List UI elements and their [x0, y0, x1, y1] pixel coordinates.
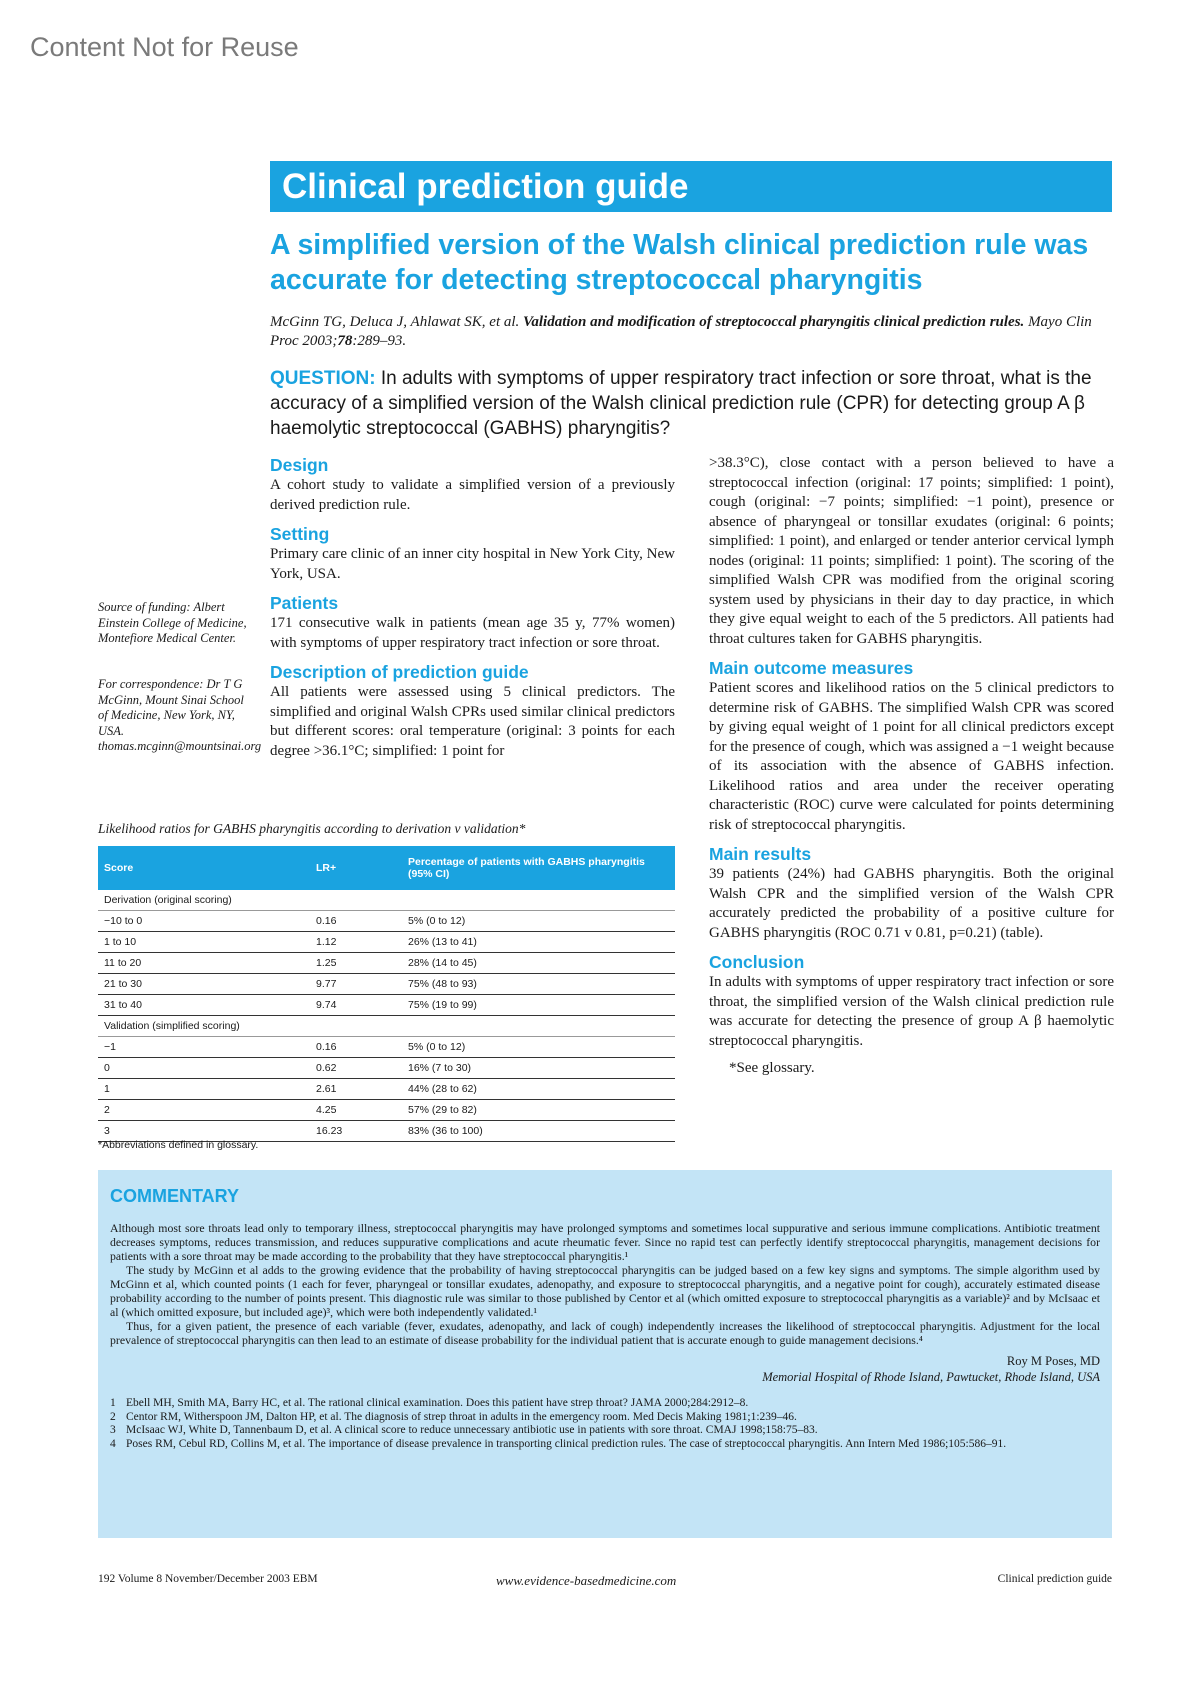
outcome-text: Patient scores and likelihood ratios on the 5 clinical predictors to determine risk of GABHS. The simplified Walsh CPR was scored by giving equal weight of 1 point for all clinical predictors except for the presence of cough, which was assigned a −1 weight because of its association with the absence of GABHS infection. Likelihood ratios and area under the receiver operating characteristic (ROC) curve were calculated for points determining risk of streptococcal pharyngitis. — [709, 680, 1114, 833]
setting-text: Primary care clinic of an inner city hospital in New York City, New York, USA. — [270, 546, 675, 582]
design-text: A cohort study to validate a simplified version of a previously derived prediction rule. — [270, 477, 675, 513]
question — [270, 366, 1120, 441]
score-cell: 3 — [98, 1121, 310, 1142]
correspondence-note: For correspondence: Dr T G McGinn, Mount Sinai School of Medicine, New York, NY, USA. thomas.mcginn@mountsinai.org — [98, 677, 262, 753]
right-column — [709, 454, 1114, 1087]
citation-source: Mayo Clin Proc 2003; — [270, 314, 1092, 349]
score-cell: 1 to 10 — [98, 932, 310, 953]
article-headline: A simplified version of the Walsh clinical prediction rule was accurate for detecting streptococcal pharyngitis — [270, 229, 1089, 296]
page-footer — [98, 1573, 1112, 1591]
patients-heading: Patients — [270, 593, 339, 613]
commentary-paragraph: The study by McGinn et al adds to the growing evidence that the probability of having streptococcal pharyngitis can be judged based on a few key signs and symptoms. The simple algorithm used by McGinn et al, which counted points (1 each for fever, pharyngeal or tonsillar exudates, adenopathy, and exposure to streptococcal pharyngitis, and a negative point for cough), accurately estimated disease probability according to the number of points present. This diagnostic rule was similar to those published by Centor et al (which omitted exposure to streptococcal pharyngitis as a variable)² and by McIsaac et al (which omitted exposure, but included age)³, which were both independently validated.¹ — [110, 1263, 1100, 1319]
table-header-row — [98, 846, 675, 890]
reference-item — [110, 1424, 1100, 1438]
score-cell: 11 to 20 — [98, 953, 310, 974]
lr-cell: 16.23 — [310, 1121, 402, 1142]
score-cell: 31 to 40 — [98, 995, 310, 1016]
score-cell: 1 — [98, 1079, 310, 1100]
outcome-heading: Main outcome measures — [709, 658, 914, 678]
reference-item — [110, 1438, 1100, 1452]
citation-title: Validation and modification of streptococcal pharyngitis clinical prediction rules. — [523, 314, 1025, 330]
conclusion-text: In adults with symptoms of upper respiratory tract infection or sore throat, the simplified version of the Walsh clinical prediction rule was accurate for detecting the presence of group A β haemolytic streptococcal pharyngitis. — [709, 974, 1114, 1049]
commentary-paragraph: Thus, for a given patient, the presence of each variable (fever, exudates, adenopathy, and lack of cough) independently increases the likelihood of streptococcal pharyngitis. Adjustment for the local prevalence of streptococcal pharyngitis can then lead to an estimate of disease probability for the individual patient that is accurate enough to guide management decisions.⁴ — [110, 1319, 1100, 1347]
description-continuation: >38.3°C), close contact with a person believed to have a streptococcal infection (original: 17 points; simplified: 1 point), cough (original: −7 points; simplified: −1 point), presence or absence of pharyngeal or tonsillar exudates (original: 6 points; simplified: 1 point), and enlarged or tender anterior cervical lymph nodes (original: 11 points; simplified: 1 point). The scoring of the simplified Walsh CPR was modified from the original scoring system used by physicians in their day to day practice, in which they give equal weight to each of the 5 predictors. All patients had throat cultures taken for GABHS pharyngitis. — [709, 455, 1114, 647]
commentary-paragraph: Although most sore throats lead only to temporary illness, streptococcal pharyngitis may have prolonged symptoms and sometimes local suppurative and serious immune complications. Antibiotic treatment decreases symptoms, reduces transmission, and reduces suppurative complications and acute rheumatic fever. Since no rapid test can perfectly identify streptococcal pharyngitis, management decisions for patients with a sore throat may be made according to the probability that they have streptococcal pharyngitis.¹ — [110, 1221, 1100, 1263]
reference-item — [110, 1397, 1100, 1411]
citation — [270, 313, 1120, 351]
citation-pages: :289–93. — [352, 333, 407, 349]
question-label: QUESTION: — [270, 368, 376, 389]
percentage-cell: 26% (13 to 41) — [402, 932, 675, 953]
reference-text: Poses RM, Cebul RD, Collins M, et al. The importance of disease prevalence in transporting clinical prediction rules. The case of streptococcal pharyngitis. Ann Intern Med 1986;105:586–91. — [126, 1437, 1007, 1450]
table-row — [98, 995, 675, 1016]
footer-issue: 192 Volume 8 November/December 2003 EBM — [98, 1573, 318, 1585]
percentage-cell: 5% (0 to 12) — [402, 911, 675, 932]
commentary-affiliation: Memorial Hospital of Rhode Island, Pawtucket, Rhode Island, USA — [762, 1370, 1100, 1384]
table-caption: Likelihood ratios for GABHS pharyngitis according to derivation v validation* — [98, 821, 526, 836]
likelihood-ratio-table — [98, 846, 675, 1142]
percentage-cell: 5% (0 to 12) — [402, 1037, 675, 1058]
conclusion-heading: Conclusion — [709, 952, 805, 972]
reference-number: 3 — [110, 1424, 116, 1436]
question-text: In adults with symptoms of upper respiratory tract infection or sore throat, what is the accuracy of a simplified version of the Walsh clinical prediction rule (CPR) for detecting group A β haemolytic streptococcal (GABHS) pharyngitis? — [270, 368, 1092, 439]
lr-cell: 9.74 — [310, 995, 402, 1016]
table-row — [98, 953, 675, 974]
citation-volume: 78 — [337, 333, 353, 349]
score-cell: −1 — [98, 1037, 310, 1058]
footer-website-link[interactable]: www.evidence-basedmedicine.com — [496, 1573, 677, 1588]
reference-number: 1 — [110, 1397, 116, 1409]
score-cell: 0 — [98, 1058, 310, 1079]
commentary-heading: COMMENTARY — [110, 1186, 239, 1206]
section-banner: Clinical prediction guide — [270, 161, 1112, 212]
table-row — [98, 911, 675, 932]
glossary-note: *See glossary. — [729, 1060, 815, 1076]
reference-text: Ebell MH, Smith MA, Barry HC, et al. The rational clinical examination. Does this patient have strep throat? JAMA 2000;284:2912–8. — [126, 1397, 749, 1409]
lr-cell: 0.16 — [310, 911, 402, 932]
lr-cell: 0.62 — [310, 1058, 402, 1079]
score-cell: 2 — [98, 1100, 310, 1121]
table-row — [98, 1058, 675, 1079]
group-label: Derivation (original scoring) — [98, 890, 675, 911]
percentage-cell: 75% (19 to 99) — [402, 995, 675, 1016]
percentage-cell: 16% (7 to 30) — [402, 1058, 675, 1079]
lr-cell: 9.77 — [310, 974, 402, 995]
table-row — [98, 1100, 675, 1121]
lr-cell: 1.25 — [310, 953, 402, 974]
reference-list — [110, 1397, 1100, 1451]
description-text: All patients were assessed using 5 clinical predictors. The simplified and original Walsh CPRs used similar clinical predictors but different scores: oral temperature (original: 3 points for each degree >36.1°C; simplified: 1 point for — [270, 684, 675, 759]
table-group-row — [98, 890, 675, 911]
reference-number: 2 — [110, 1410, 116, 1423]
lr-cell: 1.12 — [310, 932, 402, 953]
description-heading: Description of prediction guide — [270, 662, 529, 682]
header-lr: LR+ — [310, 846, 402, 890]
score-cell: 21 to 30 — [98, 974, 310, 995]
lr-cell: 2.61 — [310, 1079, 402, 1100]
header-score: Score — [98, 846, 310, 890]
percentage-cell: 75% (48 to 93) — [402, 974, 675, 995]
table-row — [98, 1037, 675, 1058]
lr-cell: 4.25 — [310, 1100, 402, 1121]
left-column — [270, 454, 675, 769]
reference-text: Centor RM, Witherspoon JM, Dalton HP, et al. The diagnosis of strep throat in adults in the emergency room. Med Decis Making 1981;1:239–46. — [126, 1410, 797, 1423]
percentage-cell: 28% (14 to 45) — [402, 953, 675, 974]
table-group-row — [98, 1016, 675, 1037]
table-row — [98, 1079, 675, 1100]
table-footnote: *Abbreviations defined in glossary. — [98, 1139, 259, 1151]
funding-note: Source of funding: Albert Einstein College of Medicine, Montefiore Medical Center. — [98, 600, 247, 645]
percentage-cell: 57% (29 to 82) — [402, 1100, 675, 1121]
results-text: 39 patients (24%) had GABHS pharyngitis. Both the original Walsh CPR and the simplified version of the Walsh CPR accurately predicted the probability of a positive culture for GABHS pharyngitis (ROC 0.71 v 0.81, p=0.21) (table). — [709, 866, 1114, 941]
table-row — [98, 974, 675, 995]
reference-text: McIsaac WJ, White D, Tannenbaum D, et al. A clinical score to reduce unnecessary antibiotic use in patients with sore throat. CMAJ 1998;158:75–83. — [126, 1424, 818, 1436]
design-heading: Design — [270, 455, 329, 475]
header-percentage: Percentage of patients with GABHS pharyngitis (95% CI) — [402, 846, 675, 890]
watermark: Content Not for Reuse — [30, 32, 299, 62]
table-row — [98, 932, 675, 953]
score-cell: −10 to 0 — [98, 911, 310, 932]
setting-heading: Setting — [270, 524, 330, 544]
reference-item — [110, 1411, 1100, 1425]
results-heading: Main results — [709, 844, 812, 864]
commentary-author: Roy M Poses, MD — [1006, 1354, 1100, 1368]
patients-text: 171 consecutive walk in patients (mean age 35 y, 77% women) with symptoms of upper respiratory tract infection or sore throat. — [270, 615, 675, 651]
reference-number: 4 — [110, 1437, 116, 1450]
citation-authors: McGinn TG, Deluca J, Ahlawat SK, et al. — [270, 314, 520, 330]
footer-section: Clinical prediction guide — [997, 1573, 1112, 1585]
lr-cell: 0.16 — [310, 1037, 402, 1058]
commentary-author-block — [110, 1353, 1100, 1385]
percentage-cell: 44% (28 to 62) — [402, 1079, 675, 1100]
group-label: Validation (simplified scoring) — [98, 1016, 675, 1037]
commentary-body — [110, 1221, 1100, 1347]
percentage-cell: 83% (36 to 100) — [402, 1121, 675, 1142]
commentary-box — [98, 1170, 1112, 1538]
